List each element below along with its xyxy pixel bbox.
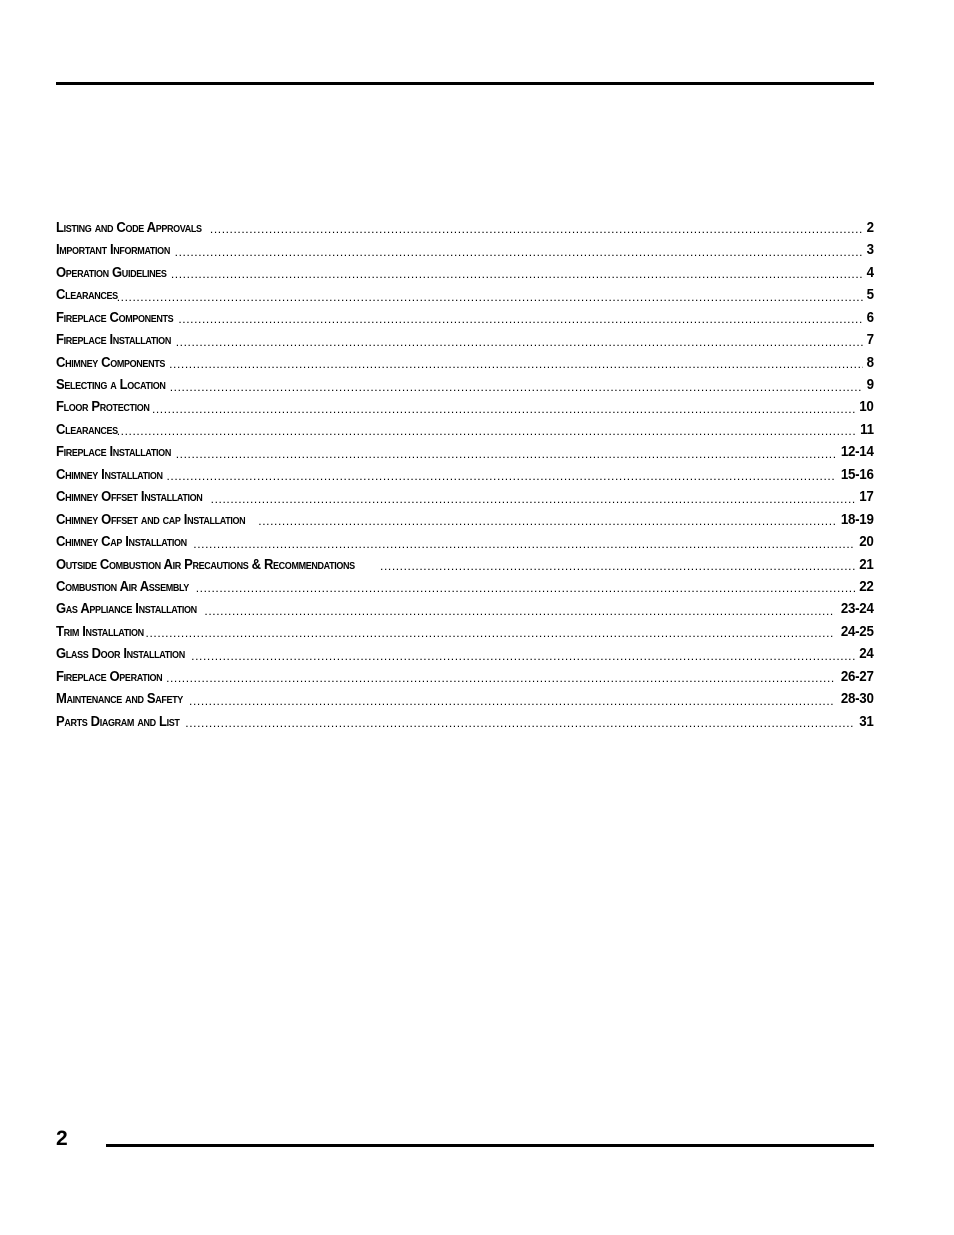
toc-entry-title: Clearances	[56, 421, 118, 438]
toc-leader-dots	[193, 538, 855, 550]
toc-leader-dots	[204, 605, 835, 617]
toc-entry-title: Outside Combustion Air Precautions & Recommendations	[56, 556, 355, 573]
toc-leader-dots	[166, 470, 835, 482]
toc-entry[interactable]	[56, 460, 874, 482]
toc-entry-page: 26-27	[841, 668, 874, 685]
toc-entry-title: Parts Diagram and List	[56, 713, 180, 730]
toc-leader-dots	[171, 268, 863, 280]
toc-entry-page: 8	[866, 354, 874, 371]
toc-entry-title: Chimney Offset Installation	[56, 489, 203, 506]
toc-entry-title: Chimney Components	[56, 354, 166, 371]
toc-entry-title: Combustion Air Assembly	[56, 578, 189, 595]
toc-leader-dots	[210, 223, 863, 235]
toc-entry[interactable]	[56, 235, 874, 257]
toc-entry-page: 9	[866, 377, 874, 393]
toc-entry[interactable]	[56, 639, 874, 661]
toc-leader-dots	[211, 493, 856, 505]
toc-entry-page: 17	[859, 489, 874, 506]
toc-entry[interactable]	[56, 505, 874, 527]
toc-entry-title: Fireplace Installation	[56, 332, 171, 349]
footer-rule	[106, 1144, 874, 1147]
toc-leader-dots	[170, 381, 864, 393]
toc-entry-page: 3	[866, 242, 874, 259]
toc-entry[interactable]	[56, 684, 874, 706]
toc-entry[interactable]	[56, 280, 874, 302]
toc-entry-page: 4	[866, 264, 874, 281]
toc-leader-dots	[176, 336, 863, 348]
toc-leader-dots	[152, 403, 856, 415]
toc-entry[interactable]	[56, 348, 874, 370]
toc-entry-page: 5	[866, 287, 874, 304]
toc-entry-title: Clearances	[56, 287, 118, 304]
toc-entry-page: 6	[866, 309, 874, 326]
toc-entry-page: 24	[859, 646, 874, 663]
toc-leader-dots	[166, 672, 835, 684]
toc-entry-page: 20	[859, 534, 874, 551]
toc-entry[interactable]	[56, 572, 874, 594]
toc-entry[interactable]	[56, 258, 874, 280]
toc-entry[interactable]	[56, 662, 874, 684]
toc-entry-page: 12-14	[841, 444, 874, 461]
toc-entry-page: 18-19	[841, 511, 874, 528]
toc-entry[interactable]	[56, 594, 874, 616]
toc-entry[interactable]	[56, 213, 874, 235]
toc-entry[interactable]	[56, 482, 874, 504]
toc-entry-title: Floor Protection	[56, 399, 150, 416]
toc-entry-page: 15-16	[841, 466, 874, 483]
toc-leader-dots	[175, 246, 864, 258]
toc-entry[interactable]	[56, 303, 874, 325]
toc-leader-dots	[117, 425, 857, 437]
toc-entry[interactable]	[56, 415, 874, 437]
toc-entry[interactable]	[56, 707, 874, 729]
toc-entry-title: Listing and Code Approvals	[56, 219, 202, 236]
toc-entry-title: Chimney Offset and cap Installation	[56, 511, 246, 528]
toc-entry[interactable]	[56, 617, 874, 639]
toc-entry-page: 11	[860, 421, 874, 438]
toc-entry-title: Maintenance and Safety	[56, 691, 183, 708]
toc-entry-title: Important Information	[56, 242, 170, 259]
toc-leader-dots	[258, 515, 835, 527]
toc-entry-title: Selecting a Location	[56, 377, 166, 393]
toc-entry-page: 28-30	[841, 691, 874, 708]
toc-entry-title: Chimney Cap Installation	[56, 534, 187, 551]
toc-entry-page: 7	[866, 332, 874, 349]
toc-entry-title: Operation Guidelines	[56, 264, 167, 281]
toc-entry-title: Gas Appliance Installation	[56, 601, 197, 618]
header-rule	[56, 82, 874, 85]
toc-leader-dots	[380, 560, 855, 572]
toc-leader-dots	[191, 650, 855, 662]
toc-entry-page: 24-25	[841, 623, 874, 640]
toc-entry[interactable]	[56, 437, 874, 459]
toc-entry-page: 22	[859, 578, 874, 595]
toc-leader-dots	[196, 582, 856, 594]
toc-entry-title: Glass Door Installation	[56, 646, 185, 663]
toc-entry[interactable]	[56, 370, 874, 392]
toc-entry[interactable]	[56, 325, 874, 347]
table-of-contents	[56, 213, 874, 729]
toc-entry-title: Chimney Installation	[56, 466, 163, 483]
toc-entry-page: 2	[866, 219, 874, 236]
toc-leader-dots	[176, 448, 836, 460]
toc-entry[interactable]	[56, 550, 874, 572]
toc-entry-page: 23-24	[841, 601, 874, 618]
toc-leader-dots	[117, 291, 864, 303]
toc-entry[interactable]	[56, 527, 874, 549]
toc-leader-dots	[178, 313, 863, 325]
toc-leader-dots	[185, 717, 855, 729]
toc-entry-page: 10	[859, 399, 874, 416]
toc-entry-title: Fireplace Installation	[56, 444, 171, 461]
toc-entry-page: 21	[859, 556, 874, 573]
toc-entry-title: Fireplace Components	[56, 309, 174, 326]
toc-entry-page: 31	[859, 713, 874, 730]
toc-leader-dots	[189, 695, 835, 707]
toc-entry[interactable]	[56, 393, 874, 415]
toc-leader-dots	[146, 627, 836, 639]
page-number: 2	[56, 1127, 68, 1150]
toc-entry-title: Fireplace Operation	[56, 668, 163, 685]
toc-entry-title: Trim Installation	[56, 623, 144, 640]
toc-leader-dots	[169, 358, 863, 370]
